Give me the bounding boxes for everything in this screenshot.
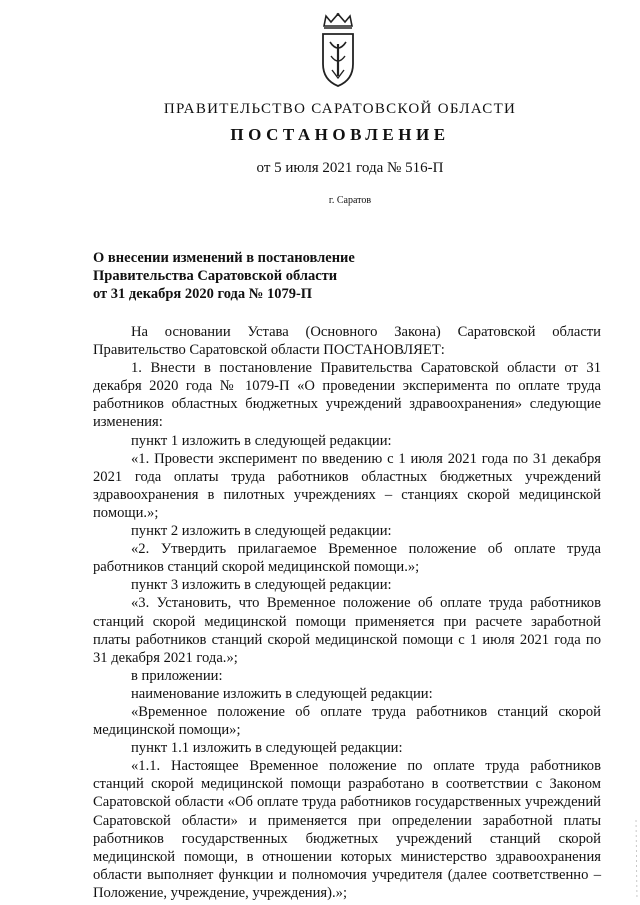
body-paragraph: пункт 1 изложить в следующей редакции: [131,432,392,449]
subject-line: О внесении изменений в постановление [93,250,355,266]
body-paragraph: «1. Провести эксперимент по введению с 1 июля 2021 года по 31 декабря 2021 года оплаты труда работников областных бюджетных учреждений здравоохранения в пилотных учреждениях – станциях скорой медицинской помощи.»; [93,450,601,521]
document-body [93,323,601,902]
scan-artifact [630,820,640,900]
subject-line: Правительства Саратовской области [93,268,338,284]
body-paragraph: «Временное положение об оплате труда работников станций скорой медицинской помощи»; [93,703,601,739]
subject-line: от 31 декабря 2020 года № 1079-П [93,286,313,302]
body-paragraph: пункт 3 изложить в следующей редакции: [131,577,392,594]
government-title: ПРАВИТЕЛЬСТВО САРАТОВСКОЙ ОБЛАСТИ [163,101,517,117]
coat-of-arms-icon [318,12,358,88]
document-type: ПОСТАНОВЛЕНИЕ [230,125,450,144]
body-paragraph: пункт 2 изложить в следующей редакции: [131,523,392,540]
document-date-number: от 5 июля 2021 года № 516-П [256,160,444,176]
body-paragraph: наименование изложить в следующей редакции: [131,685,433,702]
document-subject [93,249,355,303]
body-paragraph: пункт 1.1 изложить в следующей редакции: [131,740,403,757]
body-paragraph: 1. Внести в постановление Правительства Саратовской области от 31 декабря 2020 года № 1079-П «О проведении эксперимента по оплате труда работников областных бюджетных учреждений здравоохранения» следующие изменения: [93,360,601,431]
document-city: г. Саратов [328,195,372,206]
body-paragraph: На основании Устава (Основного Закона) Саратовской области Правительство Саратовской области ПОСТАНОВЛЯЕТ: [93,324,601,359]
body-paragraph: «3. Установить, что Временное положение об оплате труда работников станций скорой медицинской помощи применяется при расчете заработной платы работников станций скорой медицинской помощи с 1 июля 2021 года по 31 декабря 2021 года.»; [93,595,601,666]
body-paragraph: «2. Утвердить прилагаемое Временное положение об оплате труда работников станций скорой медицинской помощи.»; [93,541,601,576]
body-paragraph: «1.1. Настоящее Временное положение по оплате труда работников станций скорой медицинской помощи разработано в соответствии с Законом Саратовской области «Об оплате труда работников государственных учреждений Саратовской области» и применяется при определении заработной платы работников государственных бюджетных учреждений станций скорой медицинской помощи, в отношении которых министерство здравоохранения области выполняет функции и полномочия учредителя (далее соответственно – Положение, учреждение, учреждения).»; [93,758,601,901]
body-paragraph: в приложении: [131,667,223,684]
